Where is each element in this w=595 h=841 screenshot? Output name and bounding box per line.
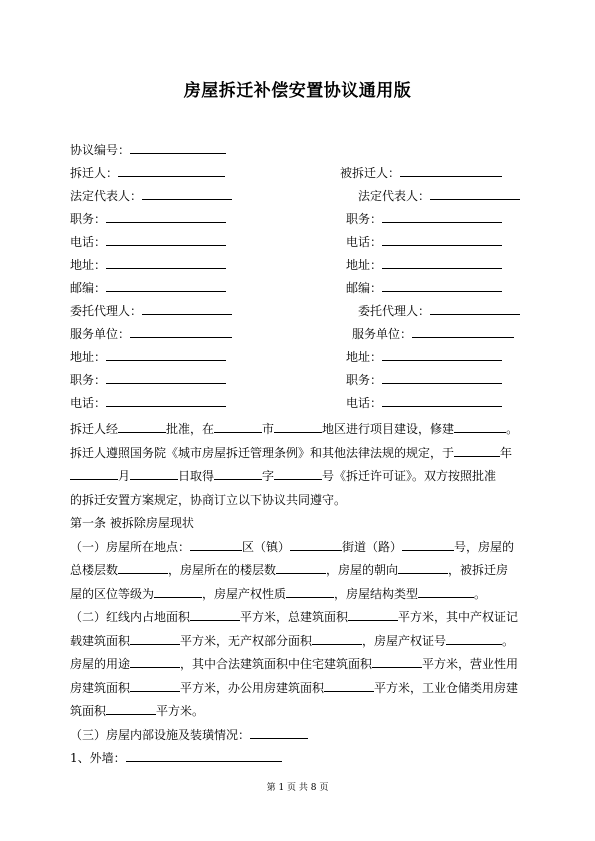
text: 号《拆迁许可证》。双方按照批准: [322, 469, 497, 483]
blank: [274, 421, 322, 433]
text: （二）红线内占地面积: [70, 610, 191, 624]
blank: [286, 586, 334, 598]
article-1-heading: 第一条 被拆除房屋现状: [70, 516, 194, 530]
text: （三）房屋内部设施及装璜情况：: [70, 727, 251, 742]
party-b-line: [358, 303, 520, 319]
text: 批准，在: [166, 422, 215, 436]
party-a-line: [70, 188, 232, 204]
blank: [454, 421, 506, 433]
blank: [402, 539, 454, 551]
field-label: 职务：: [70, 373, 107, 387]
party-b-line: [346, 257, 502, 273]
party-a-line: [70, 326, 232, 342]
blank: [446, 633, 502, 645]
text: 平方米，其中产权证记: [398, 610, 519, 624]
blank: [214, 468, 262, 480]
blank: [454, 445, 500, 457]
party-b-line: [346, 234, 502, 250]
party-a-line: [70, 257, 226, 273]
party-a-line: [70, 280, 226, 296]
field-label: 地址：: [346, 350, 383, 364]
field-label: 邮编：: [70, 281, 107, 295]
field-label: 职务：: [70, 212, 107, 226]
text: 平方米，办公用房建筑面积: [180, 680, 325, 695]
field-blank: [430, 303, 520, 315]
party-a-line: [70, 303, 232, 319]
field-blank: [382, 280, 502, 292]
text: 平方米，无产权部分面积: [180, 633, 313, 648]
text: 的拆迁安置方案规定，协商订立以下协议共同遵守。: [70, 492, 347, 507]
blank: [398, 562, 448, 574]
blank: [372, 656, 422, 668]
field-label: 地址：: [70, 350, 107, 364]
party-b-line: [358, 188, 520, 204]
text: ，房屋产权证号: [362, 633, 447, 648]
text: 载建筑面积: [70, 633, 131, 648]
blank: [126, 750, 282, 762]
field-label: 法定代表人：: [358, 189, 431, 203]
field-label: 委托代理人：: [70, 304, 143, 318]
text: ，被拆迁房: [448, 563, 509, 577]
blank: [418, 586, 474, 598]
text: 地区进行项目建设，修建: [322, 422, 455, 436]
blank: [290, 539, 342, 551]
party-b-line: [346, 395, 502, 411]
text: 。: [474, 586, 487, 601]
text: ，其中合法建筑面积中住宅建筑面积: [180, 657, 373, 671]
blank: [130, 633, 180, 645]
field-label: 电话：: [70, 396, 107, 410]
field-blank: [106, 280, 226, 292]
field-label: 地址：: [346, 258, 383, 272]
agreement-number-line: [70, 142, 226, 158]
text: 房建筑面积: [70, 680, 131, 695]
field-label: 委托代理人：: [358, 304, 431, 318]
field-blank: [142, 303, 232, 315]
party-b-line: [346, 349, 502, 365]
blank: [214, 421, 262, 433]
field-label: 电话：: [346, 235, 383, 249]
blank: [324, 680, 374, 692]
text: ，房屋所在的楼层数: [168, 563, 277, 577]
field-blank: [382, 211, 502, 223]
field-blank: [106, 372, 226, 384]
blank: [118, 562, 168, 574]
field-blank: [106, 211, 226, 223]
blank: [348, 609, 398, 621]
field-label: 职务：: [346, 212, 383, 226]
field-blank: [382, 234, 502, 246]
blank: [106, 703, 156, 715]
text: 平方米，工业仓储类用房建: [374, 680, 519, 695]
text: 总楼层数: [70, 563, 119, 577]
field-blank: [106, 234, 226, 246]
party-b-line: [346, 280, 502, 296]
text: 拆迁人遵照国务院《城市房屋拆迁管理条例》和其他法律法规的规定，于: [70, 445, 455, 460]
field-blank: [142, 188, 232, 200]
field-blank: [382, 257, 502, 269]
text: 号，房屋的: [454, 539, 515, 554]
field-blank: [106, 395, 226, 407]
party-a-line: [70, 211, 226, 227]
agreement-number-blank: [130, 142, 226, 154]
party-b-line: [352, 326, 514, 342]
text: ，房屋结构类型: [334, 586, 419, 601]
party-a-line: [70, 234, 226, 250]
blank: [190, 609, 240, 621]
party-a-line: [70, 372, 226, 388]
page-number: 第 1 页 共 8 页: [266, 783, 329, 793]
text: 字: [262, 469, 275, 483]
text: ，房屋产权性质: [202, 586, 287, 601]
party-b-line: [346, 372, 502, 388]
blank: [118, 421, 166, 433]
agreement-number-label: 协议编号：: [70, 143, 131, 157]
blank: [276, 562, 326, 574]
field-label: 被拆迁人：: [340, 166, 401, 180]
field-blank: [382, 349, 502, 361]
blank: [130, 468, 178, 480]
field-blank: [130, 326, 232, 338]
field-blank: [382, 372, 502, 384]
text: 平方米，营业性用: [422, 657, 519, 671]
text: （一）房屋所在地点：: [70, 539, 191, 554]
field-blank: [430, 188, 520, 200]
field-label: 服务单位：: [70, 327, 131, 341]
blank: [130, 656, 180, 668]
text: 。: [502, 633, 515, 648]
field-label: 邮编：: [346, 281, 383, 295]
party-b-line: [340, 165, 502, 181]
blank: [70, 468, 118, 480]
preamble-paragraph: [70, 418, 532, 771]
field-blank: [412, 326, 514, 338]
field-label: 法定代表人：: [70, 189, 143, 203]
blank: [190, 539, 242, 551]
text: 房屋的用途: [70, 657, 131, 671]
text: 年: [500, 445, 513, 460]
document-title: 房屋拆迁补偿安置协议通用版: [183, 81, 412, 101]
party-a-line: [70, 349, 226, 365]
text: 平方米，总建筑面积: [240, 610, 349, 624]
field-blank: [118, 165, 225, 177]
blank: [154, 586, 202, 598]
text: 1、外墙：: [70, 751, 126, 765]
party-b-line: [346, 211, 502, 227]
party-a-line: [70, 165, 225, 181]
blank: [250, 727, 308, 739]
party-a-line: [70, 395, 226, 411]
field-blank: [382, 395, 502, 407]
field-label: 电话：: [346, 396, 383, 410]
text: ，房屋的朝向: [326, 563, 399, 577]
field-label: 拆迁人：: [70, 166, 119, 180]
text: 。: [506, 422, 519, 436]
text: 拆迁人经: [70, 422, 119, 436]
text: 日取得: [178, 469, 215, 483]
text: 月: [118, 469, 131, 483]
field-label: 服务单位：: [352, 327, 413, 341]
blank: [312, 633, 362, 645]
text: 屋的区位等级为: [70, 586, 155, 601]
field-label: 电话：: [70, 235, 107, 249]
field-blank: [106, 349, 226, 361]
blank: [130, 680, 180, 692]
field-label: 职务：: [346, 373, 383, 387]
text: 区（镇）: [242, 539, 291, 554]
field-label: 地址：: [70, 258, 107, 272]
text: 平方米。: [156, 704, 205, 718]
blank: [274, 468, 322, 480]
text: 街道（路）: [342, 539, 403, 554]
field-blank: [106, 257, 226, 269]
text: 筑面积: [70, 704, 107, 718]
field-blank: [400, 165, 502, 177]
text: 市: [262, 422, 275, 436]
